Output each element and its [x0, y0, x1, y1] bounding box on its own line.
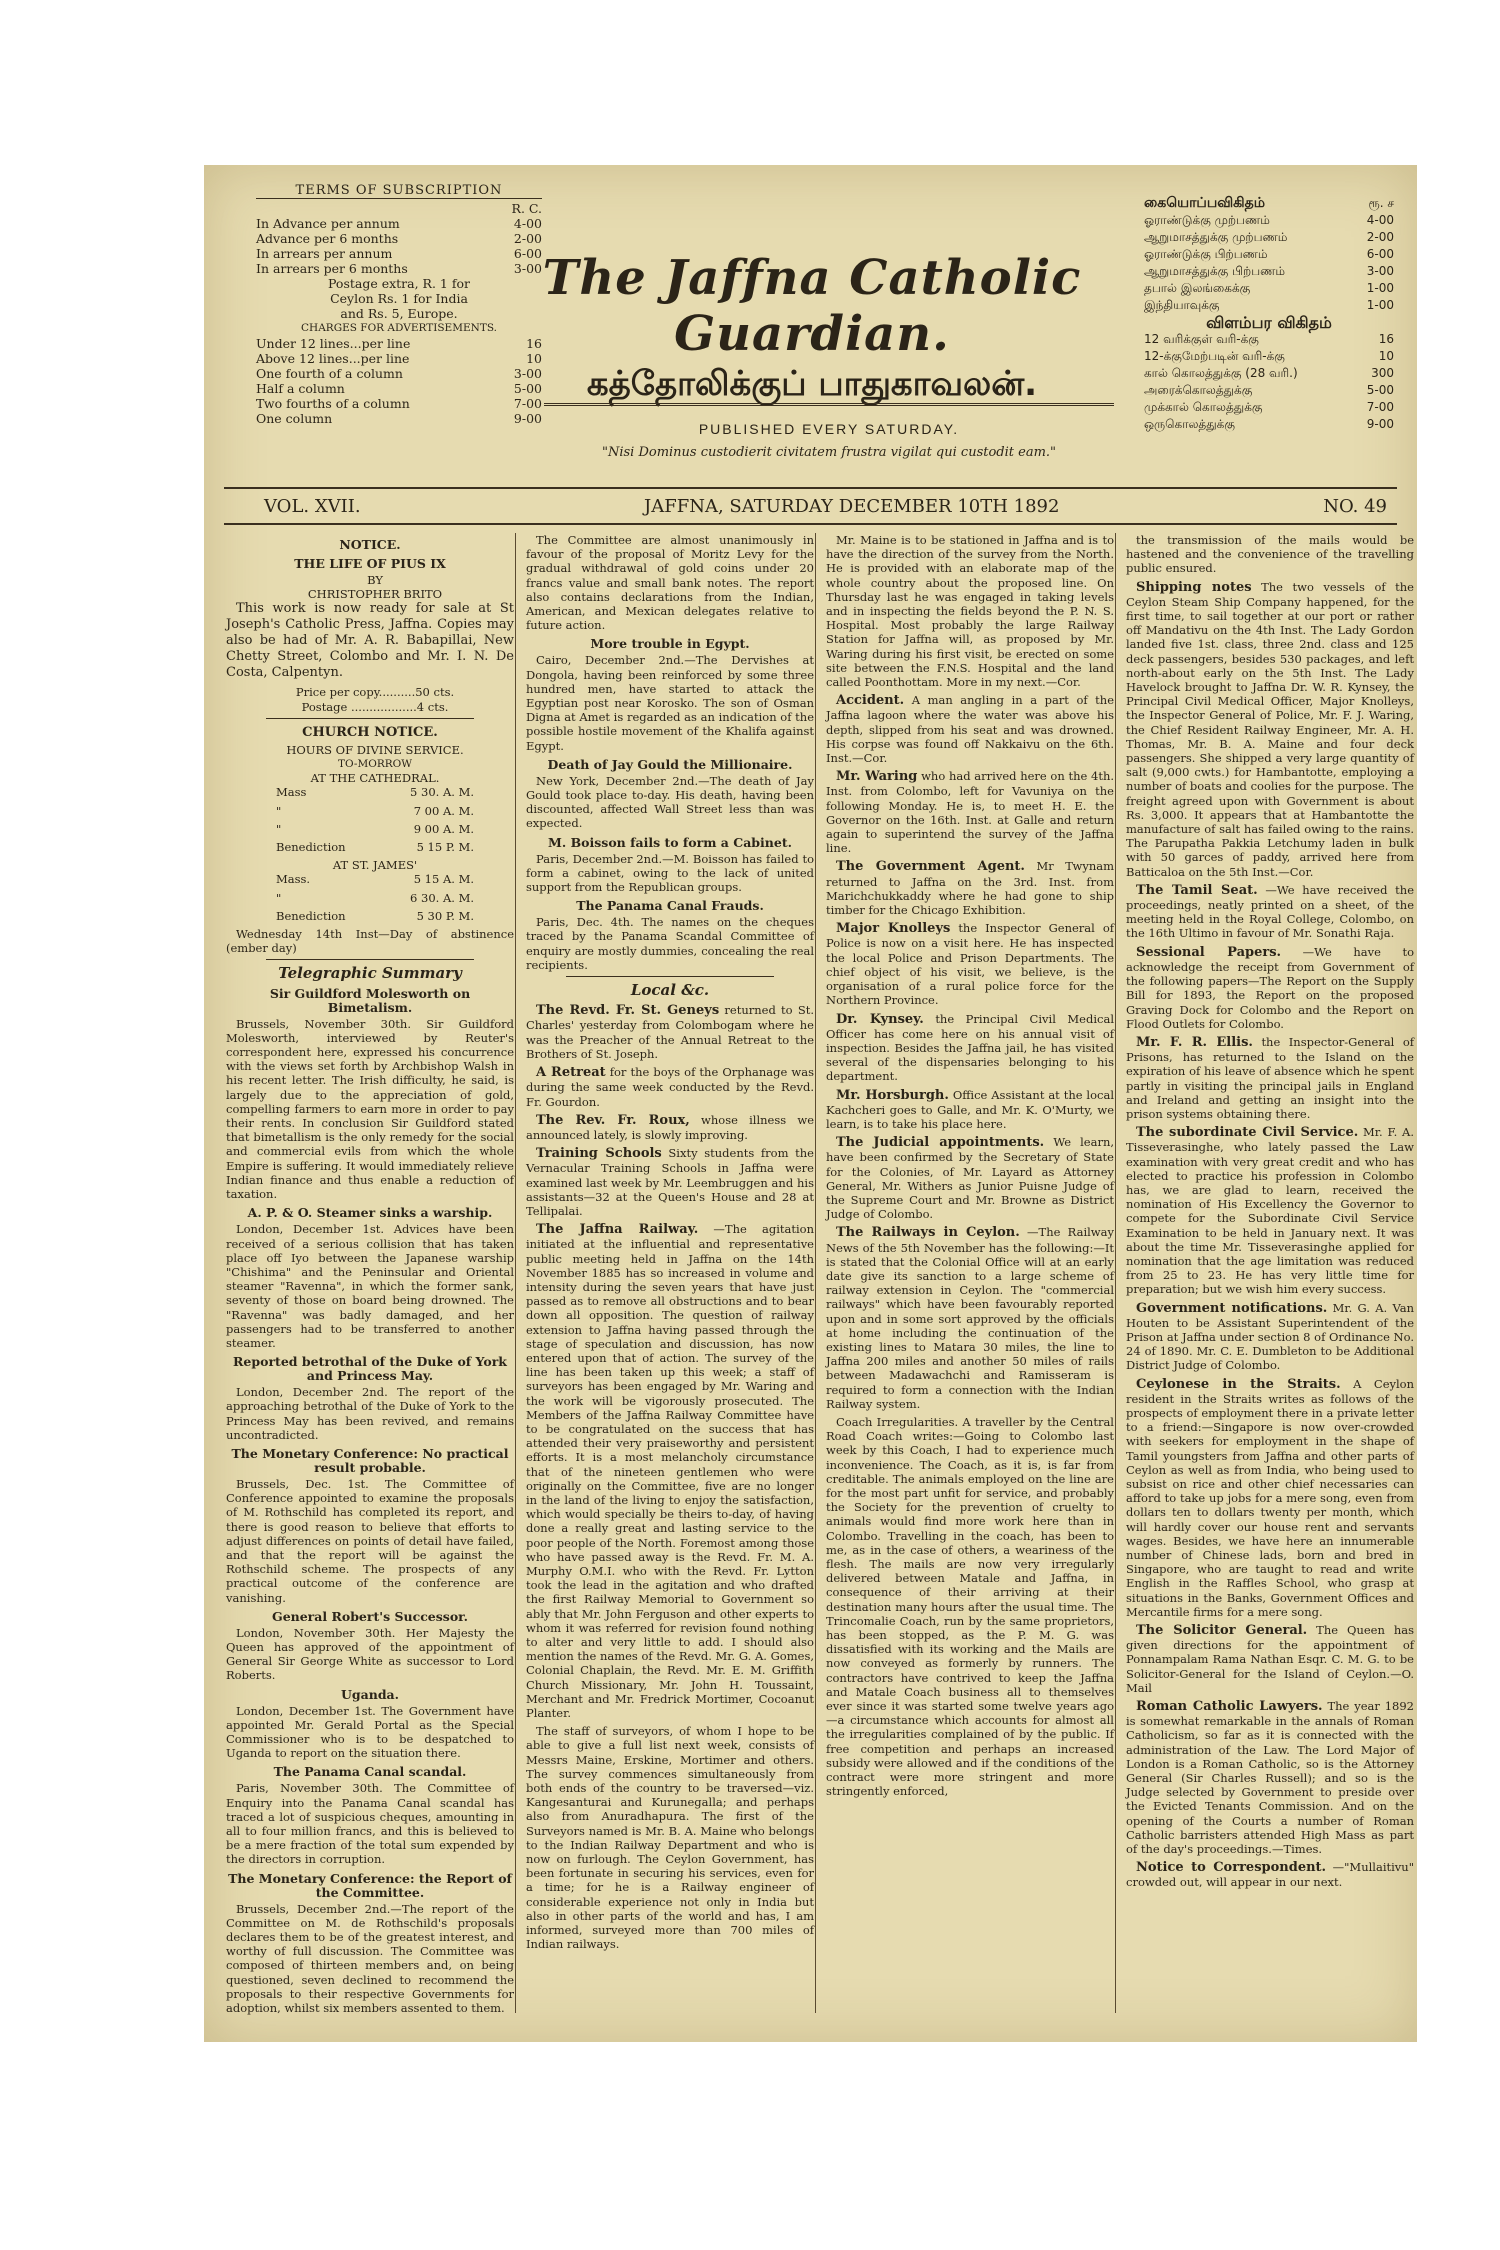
article-text: the transmission of the mails would be hastened and the convenience of the travelling public ensured.	[1126, 533, 1414, 576]
ad-rate-row: Half a column 5-00	[256, 381, 542, 396]
divider	[266, 959, 474, 960]
rate-row: In arrears per annum 6-00	[256, 246, 542, 261]
article-text: Mr. F. R. Ellis. the Inspector-General of Prisons, has returned to the Island on the expiration of his leave of absence which he spent partly in visiting the principal jails in England and Ireland and getting an insight into the prison systems obtaining there.	[1126, 1034, 1415, 1121]
currency-label: R. C.	[511, 201, 542, 216]
article-text: The Jaffna Railway. —The agitation initiated at the influential and representative public meeting held in Jaffna on the 14th November 1885 has so increased in volume and intensity during the seven years that have just passed as to remove all obstructions and to bear down all opposition. The question of railway extension to Jaffna having passed through the stage of speculation and discussion, has now entered upon that of action. The survey of the line has been taken up this week; a staff of surveyors has been engaged by Mr. Waring and the work will be vigorously prosecuted. The Members of the Jaffna Railway Committee have to be congratulated on the success that has attended their very praiseworthy and persistent efforts. It is a most melancholy circumstance that of the nineteen gentlemen who were originally on the Committee, five are no longer in the land of the living to enjoy the satisfaction, which would specially be theirs to-day, of having done a really great and lasting service to the poor people of the North. Foremost among those who have passed away is the Revd. Fr. M. A. Murphy O.M.I. who with the Revd. Fr. Lytton took the lead in the agitation and who drafted the first Railway Memorial to Government so ably that Mr. John Ferguson and other experts to whom it was referred for revision found nothing to alter and very little to add. I should also mention the names of the Revd. Mr. G. A. Gomes, Colonial Chaplain, the Revd. Mr. E. M. Griffith Church Missionary, Mr. John H. Toussaint, Merchant and Mr. Fredrick Mortimer, Cocoanut Planter.	[526, 1222, 814, 1721]
tamil-rate-row: ஓராண்டுக்கு பிற்பணம் 6-00	[1144, 247, 1394, 261]
article-heading: More trouble in Egypt.	[590, 636, 750, 652]
issue-date: JAFFNA, SATURDAY DECEMBER 10TH 1892	[644, 496, 1060, 517]
column-rule	[815, 533, 816, 2013]
postage-note: and Rs. 5, Europe.	[340, 306, 458, 321]
article-text: London, November 30th. Her Majesty the Queen has approved of the appointment of General Sir George White as successor to Lord Roberts.	[226, 1625, 514, 1683]
article-text: London, December 1st. Advices have been received of a serious collision that has taken place off Iyo between the Japanese warship "Chishima" and the Peninsular and Oriental steamer "Ravenna", in which the former sank, seventy of those on board being drowned. The "Ravenna" was badly damaged, and her passengers had to be transferred to another steamer.	[226, 1222, 514, 1350]
article-text: Brussels, Dec. 1st. The Committee of Conference appointed to examine the proposals of M. Rothschild has completed its report, and there is good reason to believe that efforts to adjust differences on points of detail have failed, and that the report will be against the Rothschild scheme. The prospects of any practical outcome of the conference are vanishing.	[226, 1476, 514, 1605]
article-text: Brussels, November 30th. Sir Guildford Molesworth, interviewed by Reuter's correspondent here, expressed his concurrence with the views set forth by Archbishop Walsh in his recent letter. The Irish difficulty, he said, is largely due to the appreciation of gold, compelling farmers to earn more in order to pay their rents. In conclusion Sir Guildford stated that bimetallism is the only remedy for the social and commercial evils from which the whole Empire is suffering. It would immediately relieve Indian finance and thus enable a reduction of taxation.	[226, 1016, 514, 1202]
notice-by: BY	[367, 573, 383, 587]
ad-rate-row: Above 12 lines...per line 10	[256, 351, 542, 366]
article-text: The Committee are almost unanimously in favour of the proposal of Moritz Levy for the gradual withdrawal of gold coins under 20 francs value and small bank notes. The report also contains declarations from the Indian, American, and Mexican delegates relative to future action.	[526, 533, 814, 633]
article-heading: The Monetary Conference: the Report of the Committee.	[228, 1870, 512, 1900]
article-text: Major Knolleys the Inspector General of Police is now on a visit here. He has inspected the local Police and Prison Departments. The chief object of his visit, we believe, is the organisation of a rural police force for the Northern Province.	[826, 921, 1114, 1008]
service-time: Mass 5 30. A. M.	[276, 785, 474, 800]
dateline	[224, 487, 1397, 525]
column-3	[826, 533, 1114, 1802]
article-text: The Railways in Ceylon. —The Railway News of the 5th November has the following:—It is stated that the Colonial Office will at an early date give its sanction to a large scheme of railway extension in Ceylon. The "commercial railways" which have been favourably reported upon and in some sort approved by the officials at home including the continuation of the existing lines to Matara 30 miles, the line to Jaffna 200 miles and another 50 miles of rails between Madawachchi and Ramisseram is required to form a connection with the Indian Railway system.	[826, 1225, 1115, 1411]
cathedral-label: AT THE CATHEDRAL.	[310, 771, 440, 786]
article-heading: The Monetary Conference: No practical result probable.	[231, 1445, 509, 1475]
column-1	[226, 533, 514, 2019]
article-text: Coach Irregularities. A traveller by the Central Road Coach writes:—Going to Colombo last week by this Coach, I had to experience much inconvenience. The Coach, as it is, is far from creditable. The animals employed on the line are for the most part unfit for service, and probably the Society for the prevention of cruelty to animals would find more work here than in Colombo. Travelling in the coach, has been to me, as in the case of others, a weariness of the flesh. The mails are now very irregularly delivered between Matale and Jaffna, in consequence of their arriving at their destination many hours after the usual time. The Trincomalie Coach, run by the same proprietors, has been stopped, as the P. M. G. was dissatisfied with its working and the Mails are now conveyed as formerly by runners. The contractors have contrived to keep the Jaffna and Matale Coach business all to themselves ever since it was started some twelve years ago—a circumstance which accounts for almost all the irregularities complained of by the public. If free competition and perhaps an increased subsidy were allowed and if the conditions of the contract were more stringent and more stringently enforced,	[826, 1414, 1114, 1799]
article-text: Cairo, December 2nd.—The Dervishes at Dongola, having been reinforced by some three hundred men, have started to attack the Egyptian post near Korosko. The son of Osman Digna at Amet is regarded as an indication of the possible hostile movement of the Khalifa against Egypt.	[526, 653, 814, 753]
article-heading: Sir Guildford Molesworth on Bimetalism.	[269, 985, 471, 1015]
notice-heading: NOTICE.	[339, 537, 401, 552]
divine-service-heading: HOURS OF DIVINE SERVICE.	[286, 742, 464, 757]
service-time: " 9 00 A. M.	[276, 821, 474, 836]
tamil-rate-row: ஓராண்டுக்கு முற்பணம் 4-00	[1144, 213, 1394, 227]
st-james-label: AT ST. JAMES'	[332, 858, 418, 873]
article-text: Dr. Kynsey. the Principal Civil Medical Officer has come here on his annual visit of inspection. Besides the Jaffna jail, he has visited several of the dispensaries belonging to his department.	[826, 1011, 1115, 1084]
tamil-ad-row: அரைக்கொலத்துக்கு 5-00	[1144, 383, 1394, 397]
column-rule	[515, 533, 516, 2013]
ad-rate-row: Under 12 lines...per line 16	[256, 336, 542, 351]
ad-rate-row: Two fourths of a column 7-00	[256, 396, 542, 411]
article-heading: The Panama Canal Frauds.	[576, 898, 764, 914]
tomorrow-label: TO-MORROW	[337, 758, 413, 771]
article-text: Brussels, December 2nd.—The report of the Committee on M. de Rothschild's proposals declares them to be of the greatest interest, and worthy of full discussion. The Committee was composed of thirteen members and, on being questioned, seven declined to recommend the proposals to their respective Governments for adoption, whilst six members assented to them.	[226, 1901, 514, 2016]
article-heading: Death of Jay Gould the Millionaire.	[547, 756, 793, 772]
article-text: Paris, December 2nd.—M. Boisson has failed to form a cabinet, owing to the lack of united support from the Republican groups.	[526, 851, 814, 895]
article-heading: The Panama Canal scandal.	[273, 1764, 467, 1780]
tamil-ad-row: ஒருகொலத்துக்கு 9-00	[1144, 417, 1394, 431]
article-text: The Rev. Fr. Roux, whose illness we announced lately, is slowly improving.	[526, 1112, 814, 1142]
tamil-rate-row: இந்தியாவுக்கு 1-00	[1144, 298, 1394, 312]
publication-frequency: PUBLISHED EVERY SATURDAY.	[698, 421, 960, 437]
article-text: Paris, November 30th. The Committee of Enquiry into the Panama Canal scandal has traced a lot of suspicious cheques, amounting in all to four million francs, and this is believed to be a mere fraction of the total sum expended by the directors in corruption.	[226, 1781, 514, 1867]
article-text: The Judicial appointments. We learn, have been confirmed by the Secretary of State for the Colonies, of Mr. Layard as Attorney General, Mr. Withers as Junior Puisne Judge of the Supreme Court and Mr. Browne as District Judge of Colombo.	[826, 1135, 1115, 1222]
article-text: Mr. Waring who had arrived here on the 4th. Inst. from Colombo, left for Vavuniya on the following Monday. He is, to meet H. E. the Governor on the 16th. Inst. at Galle and return again to superintend the survey of the Jaffna line.	[826, 769, 1115, 856]
tamil-ad-row: 12 வரிக்குள் வரி-க்கு 16	[1144, 332, 1394, 346]
notice-author: CHRISTOPHER BRITO	[307, 587, 443, 602]
notice-text: This work is now ready for sale at St Joseph's Catholic Press, Jaffna. Copies may also be had of Mr. A. R. Babapillai, New Chetty Street, Colombo and Mr. I. N. De Costa, Calpentyn.	[226, 601, 514, 681]
article-text: Government notifications. Mr. G. A. Van Houten to be Assistant Superintendent of the Prison at Jaffna under section 8 of Ordinance No. 24 of 1890. Mr. C. E. Dumbleton to be Additional District Judge of Colombo.	[1126, 1300, 1414, 1373]
wednesday-note: Wednesday 14th Inst—Day of abstinence (ember day)	[226, 927, 514, 956]
service-time: " 7 00 A. M.	[276, 803, 474, 818]
article-text: Roman Catholic Lawyers. The year 1892 is somewhat remarkable in the annals of Roman Catholicism, so far as it is connected with the administration of the Law. The Lord Major of London is a Roman Catholic, so is the Attorney General (Sir Charles Russell); and so is the Judge selected by Government to preside over the Evicted Tenants Commission. And on the opening of the Courts a number of Roman Catholic barristers attended High Mass as part of the day's proceedings.—Times.	[1126, 1699, 1414, 1857]
masthead-rule	[544, 403, 1114, 406]
postage-note: Postage extra, R. 1 for	[328, 276, 470, 291]
rate-row: In arrears per 6 months 3-00	[256, 261, 542, 276]
article-text: New York, December 2nd.—The death of Jay Gould took place to-day. His death, having been discounted, affected Wall Street less than was expected.	[526, 773, 814, 831]
ad-rate-row: One fourth of a column 3-00	[256, 366, 542, 381]
article-heading: M. Boisson fails to form a Cabinet.	[548, 834, 792, 850]
church-notice-heading: CHURCH NOTICE.	[302, 724, 438, 740]
service-time: Mass. 5 15 A. M.	[276, 872, 474, 887]
article-text: The Solicitor General. The Queen has given directions for the appointment of Ponnampalam Rama Nathan Esqr. C. M. G. to be Solicitor-General for the Island of Ceylon.—O. Mail	[1126, 1623, 1414, 1695]
article-text: Accident. A man angling in a part of the Jaffna lagoon where the water was above his depth, slipped from his seat and was drowned. His corpse was found off Nakkaivu on the 6th. Inst.—Cor.	[826, 693, 1115, 766]
terms-heading: TERMS OF SUBSCRIPTION	[256, 183, 542, 199]
article-text: The Tamil Seat. —We have received the proceedings, neatly printed on a sheet, of the meeting held in the Royal College, Colombo, on the 16th Ultimo in favour of Mr. Sonathi Raja.	[1126, 882, 1415, 941]
column-2	[526, 533, 814, 1955]
article-heading: Uganda.	[340, 1686, 400, 1702]
article-text: London, December 2nd. The report of the approaching betrothal of the Duke of York to the Princess May has been revived, and remains uncontradicted.	[226, 1385, 514, 1442]
rate-row: Advance per 6 months 2-00	[256, 231, 542, 246]
tamil-heading-row: கையொப்பவிகிதம் ரூ. ச	[1144, 195, 1394, 211]
article-text: A Retreat for the boys of the Orphanage was during the same week conducted by the Revd. Fr. Gourdon.	[526, 1065, 814, 1109]
tamil-ads-heading: விளம்பர விகிதம்	[1206, 313, 1332, 332]
tamil-ad-row: முக்கால் கொலத்துக்கு 7-00	[1144, 400, 1394, 414]
article-text: Notice to Correspondent. —"Mullaitivu" crowded out, will appear in our next.	[1126, 1860, 1414, 1890]
notice-postage: Postage ..................4 cts.	[301, 699, 449, 714]
tamil-rate-row: ஆறுமாசத்துக்கு பிற்பணம் 3-00	[1144, 264, 1394, 278]
tamil-ad-row: கால் கொலத்துக்கு (28 வரி.) 300	[1144, 366, 1394, 380]
postage-note: Ceylon Rs. 1 for India	[330, 291, 468, 306]
terms-tamil	[1144, 195, 1394, 433]
article-text: Shipping notes The two vessels of the Ceylon Steam Ship Company happened, for the first time, to sail together at our port or rather off Mandativu on the 4th Inst. The Lady Gordon landed five 1st. class, three 2nd. class and 125 deck passengers, besides 530 packages, and left north-about early on the 5th Inst. The Lady Havelock brought to Jaffna Dr. W. R. Kynsey, the Principal Civil Medical Officer, Major Knolleys, the Inspector General of Police, Mr. F. J. Waring, the Chief Resident Railway Engineer, Mr. A. H. Thomas, Mr. B. A. Maine and four deck passengers. She shipped a very large quantity of salt (9,000 cwts.) for Hambantotte, employing a number of boats and coolies for the purpose. The freight agreed upon with Government is about Rs. 3,000. It appears that at Hambantotte the manufacture of salt has failed owing to the rains. The Parupatha Pakkia Letchumy laden in bulk with 50 garces of paddy, arrived here from Batticaloa on the 5th Inst.—Cor.	[1126, 579, 1414, 879]
telegraphic-summary-heading: Telegraphic Summary	[278, 964, 462, 983]
service-time: Benediction 5 15 P. M.	[276, 840, 474, 855]
notice-title: THE LIFE OF PIUS IX	[294, 556, 446, 571]
article-text: Sessional Papers. —We have to acknowledge the receipt from Government of the following papers—The Report on the Supply Bill for 1893, the Report on the proposed Graving Dock for Colombo and the Report on Flood Outlets for Colombo.	[1126, 944, 1415, 1031]
article-text: Mr. Horsburgh. Office Assistant at the local Kachcheri goes to Galle, and Mr. K. O'Murty, we learn, is to take his place here.	[826, 1087, 1115, 1131]
article-text: London, December 1st. The Government have appointed Mr. Gerald Portal as the Special Commissioner who is to be despatched to Uganda to report on the situation there.	[226, 1703, 514, 1761]
article-text: The staff of surveyors, of whom I hope to be able to give a full list next week, consists of Messrs Maine, Erskine, Mortimer and others. The survey commences simultaneously from both ends of the country to be traversed—viz. Kangesanturai and Kurunegalla; and perhaps also from Anuradhapura. The first of the Surveyors named is Mr. B. A. Maine who belongs to the Indian Railway Department and who is now on furlough. The Ceylon Government, has been fortunate in securing his services, even for a time; for he is a Railway engineer of considerable experience not only in India but also in other parts of the world and has, I am informed, surveyed more than 700 miles of Indian railways.	[526, 1724, 814, 1952]
column-4	[1126, 533, 1414, 1894]
tamil-rate-row: தபால் இலங்கைக்கு 1-00	[1144, 281, 1394, 295]
newspaper-page	[204, 165, 1417, 2042]
local-heading: Local &c.	[630, 981, 710, 1000]
column-rule	[1115, 533, 1116, 2013]
volume: VOL. XVII.	[264, 496, 361, 517]
service-time: " 6 30. A. M.	[276, 890, 474, 905]
newspaper-title: The Jaffna Catholic Guardian.	[542, 250, 1082, 362]
tamil-rate-row: ஆறுமாசத்துக்கு முற்பணம் 2-00	[1144, 230, 1394, 244]
article-text: Ceylonese in the Straits. A Ceylon resident in the Straits writes as follows of the prospects of employment there in a private letter to a friend:—Singapore is now over-crowded with seekers for employment in the shape of Tamil youngsters from Jaffna and other parts of Ceylon as well as from India, who being used to subsist on rice and other chief necessaries can afford to take up jobs for a mere song, even from dollars ten to dollars twenty per month, which will hardly cover our house rent and servants wages. Besides, we have here an innumerable number of Chinese lads, born and bred in Singapore, who are taught to read and write English in the Raffles School, who grasp at situations in the Banks, Government Offices and Mercantile firms for a mere song.	[1126, 1376, 1414, 1619]
ad-rate-row: One column 9-00	[256, 411, 542, 426]
article-text: Training Schools Sixty students from the Vernacular Training Schools in Jaffna were examined last week by Mr. Leembruggen and his assistants—32 at the Queen's House and 28 at Tellipalai.	[526, 1146, 814, 1218]
article-text: Mr. Maine is to be stationed in Jaffna and is to have the direction of the survey from the North. He is provided with an elaborate map of the whole country about the proposed line. On Thursday last he was engaged in taking levels and in inspecting the fields beyond the P. N. S. Hospital. Most probably the large Railway Station for Jaffna will, as proposed by Mr. Waring during his first visit, be erected on some site between the F.N.S. Hospital and the land called Poonthottam. More in my next.—Cor.	[826, 533, 1114, 690]
rate-row: In Advance per annum 4-00	[256, 216, 542, 231]
article-heading: General Robert's Successor.	[272, 1608, 468, 1624]
masthead	[512, 250, 1112, 406]
divider	[566, 976, 774, 977]
article-heading: Reported betrothal of the Duke of York and Princess May.	[233, 1354, 507, 1384]
article-text: Paris, Dec. 4th. The names on the cheques traced by the Panama Scandal Committee of enquiry are mostly dummies, concealing the real recipients.	[526, 915, 814, 972]
article-heading: A. P. & O. Steamer sinks a warship.	[247, 1205, 493, 1221]
notice-price: Price per copy..........50 cts.	[295, 685, 455, 700]
tamil-ad-row: 12-க்குமேற்படின் வரி-க்கு 10	[1144, 349, 1394, 363]
terms-of-subscription	[256, 183, 542, 426]
service-time: Benediction 5 30 P. M.	[276, 908, 474, 923]
article-text: The Revd. Fr. St. Geneys returned to St. Charles' yesterday from Colombogam where he was the Preacher of the Annual Retreat to the Brothers of St. Joseph.	[526, 1003, 814, 1061]
motto: "Nisi Dominus custodierit civitatem frustra vigilat qui custodit eam."	[601, 445, 1057, 460]
newspaper-title-tamil: கத்தோலிக்குப் பாதுகாவலன்.	[586, 364, 1038, 404]
divider	[266, 718, 474, 719]
article-text: The subordinate Civil Service. Mr. F. A. Tisseverasinghe, who lately passed the Law examination with very great credit and who has elected to practice his profession in Colombo has, we are glad to learn, received the nomination of His Excellency the Governor to compete for the Subordinate Civil Service Examination to be held in January next. It was about the time Mr. Tisseverasinghe applied for nomination that the age limitation was reduced from 25 to 23. He has very little time for preparation; but we wish him every success.	[1126, 1125, 1415, 1297]
article-text: The Government Agent. Mr Twynam returned to Jaffna on the 3rd. Inst. from Marichchukkaddy where he had gone to ship timber for the Chicago Exhibition.	[826, 859, 1114, 918]
issue-number: NO. 49	[1323, 496, 1387, 517]
charges-heading: CHARGES FOR ADVERTISEMENTS.	[301, 322, 497, 334]
